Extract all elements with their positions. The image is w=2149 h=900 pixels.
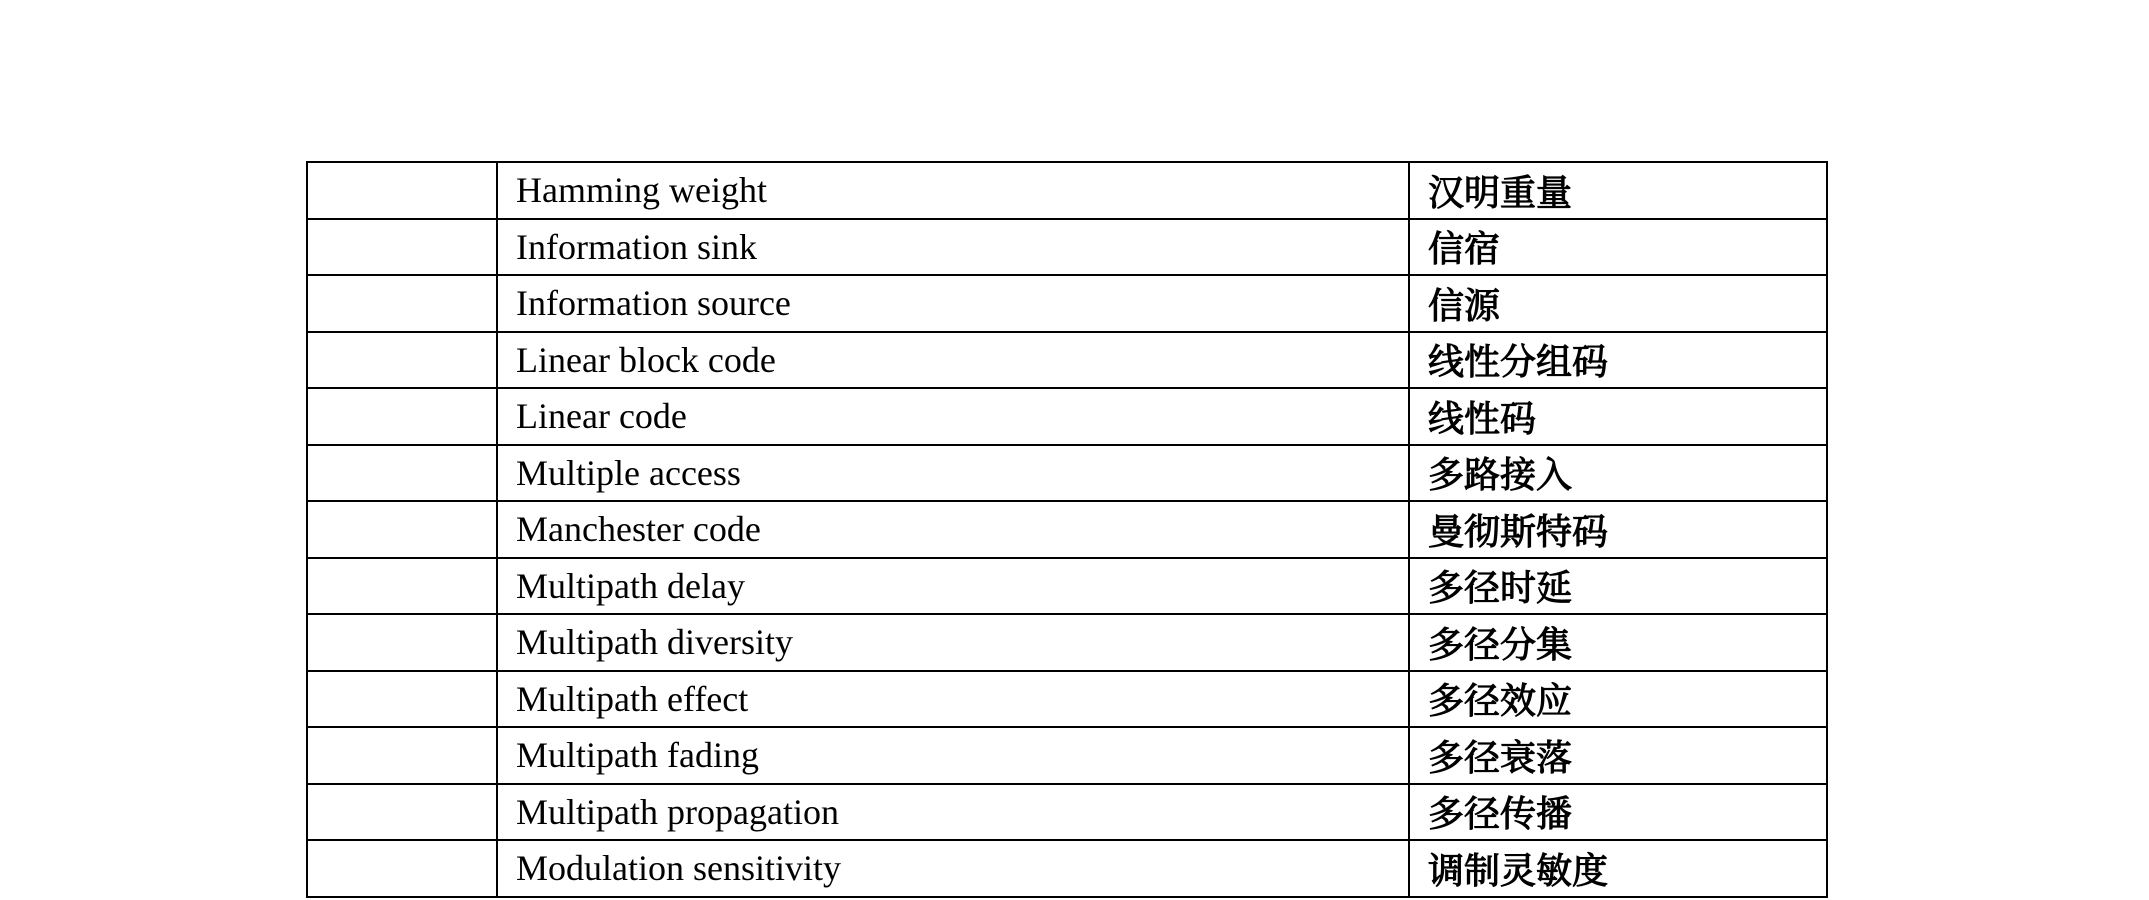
english-term: Multipath diversity: [497, 614, 1409, 671]
table-row: [307, 501, 1827, 558]
table-row: [307, 332, 1827, 389]
chinese-term: 线性分组码: [1409, 332, 1827, 389]
table-row: [307, 558, 1827, 615]
chinese-term: 调制灵敏度: [1409, 840, 1827, 897]
table-row: [307, 614, 1827, 671]
blank-cell: [307, 219, 497, 276]
english-term: Linear block code: [497, 332, 1409, 389]
english-term: Modulation sensitivity: [497, 840, 1409, 897]
glossary-table: [306, 161, 1828, 898]
chinese-term: 多径分集: [1409, 614, 1827, 671]
blank-cell: [307, 445, 497, 502]
blank-cell: [307, 162, 497, 219]
chinese-term: 曼彻斯特码: [1409, 501, 1827, 558]
english-term: Multipath effect: [497, 671, 1409, 728]
chinese-term: 多径时延: [1409, 558, 1827, 615]
blank-cell: [307, 558, 497, 615]
chinese-term: 多径传播: [1409, 784, 1827, 841]
english-term: Hamming weight: [497, 162, 1409, 219]
english-term: Multipath fading: [497, 727, 1409, 784]
english-term: Multiple access: [497, 445, 1409, 502]
table-row: [307, 840, 1827, 897]
blank-cell: [307, 388, 497, 445]
english-term: Information sink: [497, 219, 1409, 276]
english-term: Multipath delay: [497, 558, 1409, 615]
chinese-term: 多径效应: [1409, 671, 1827, 728]
english-term: Information source: [497, 275, 1409, 332]
glossary-table-body: [307, 162, 1827, 897]
blank-cell: [307, 614, 497, 671]
blank-cell: [307, 727, 497, 784]
chinese-term: 多路接入: [1409, 445, 1827, 502]
table-row: [307, 162, 1827, 219]
table-row: [307, 727, 1827, 784]
chinese-term: 信源: [1409, 275, 1827, 332]
blank-cell: [307, 784, 497, 841]
table-row: [307, 388, 1827, 445]
table-row: [307, 445, 1827, 502]
table-row: [307, 219, 1827, 276]
table-row: [307, 784, 1827, 841]
blank-cell: [307, 275, 497, 332]
chinese-term: 线性码: [1409, 388, 1827, 445]
blank-cell: [307, 501, 497, 558]
table-row: [307, 275, 1827, 332]
english-term: Multipath propagation: [497, 784, 1409, 841]
blank-cell: [307, 671, 497, 728]
blank-cell: [307, 332, 497, 389]
chinese-term: 信宿: [1409, 219, 1827, 276]
table-row: [307, 671, 1827, 728]
english-term: Manchester code: [497, 501, 1409, 558]
chinese-term: 汉明重量: [1409, 162, 1827, 219]
blank-cell: [307, 840, 497, 897]
chinese-term: 多径衰落: [1409, 727, 1827, 784]
english-term: Linear code: [497, 388, 1409, 445]
